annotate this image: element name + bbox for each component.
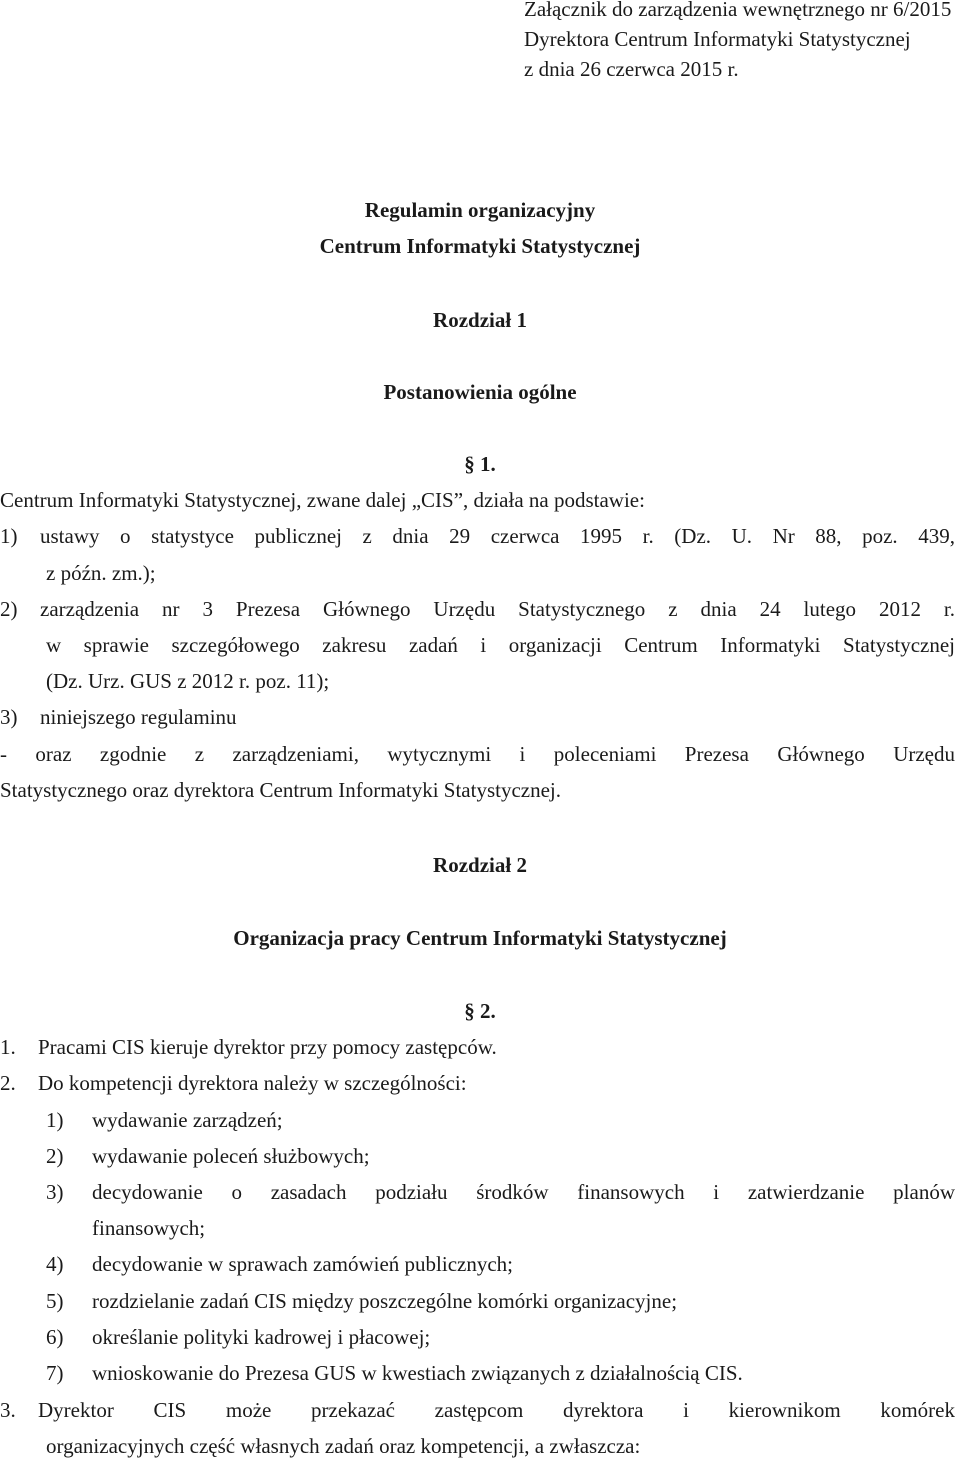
competence-item-5	[46, 1288, 677, 1315]
item-text: określanie polityki kadrowej i płacowej;	[92, 1325, 431, 1349]
paragraph-2-point-3	[0, 1397, 955, 1424]
point-number: 2.	[0, 1071, 16, 1095]
item-number: 5)	[46, 1289, 64, 1313]
paragraph-2-point-1	[0, 1034, 497, 1061]
competence-item-2	[46, 1143, 370, 1170]
paragraph-2-point-2	[0, 1070, 467, 1097]
point-text: Dyrektor CIS może przekazać zastępcom dyrektora i kierownikom komórek	[38, 1398, 955, 1422]
attachment-header-line-2: Dyrektora Centrum Informatyki Statystycznej	[524, 27, 911, 51]
paragraph-1-sign: § 1.	[464, 452, 496, 476]
item-text: wydawanie zarządzeń;	[92, 1108, 283, 1132]
attachment-header-line-3: z dnia 26 czerwca 2015 r.	[524, 57, 739, 81]
item-number: 1)	[46, 1108, 64, 1132]
paragraph-1-item-1	[0, 523, 955, 550]
item-number: 2)	[0, 597, 18, 621]
paragraph-1-closing-line-1: - oraz zgodnie z zarządzeniami, wytycznymi i poleceniami Prezesa Głównego Urzędu	[0, 742, 955, 766]
paragraph-1-item-3	[0, 704, 237, 731]
chapter-1-subheading: Postanowienia ogólne	[383, 380, 577, 404]
paragraph-1-item-2	[0, 596, 955, 623]
paragraph-1-item-2-cont: w sprawie szczegółowego zakresu zadań i organizacji Centrum Informatyki Statystycznej	[46, 633, 955, 657]
item-text: wydawanie poleceń służbowych;	[92, 1144, 370, 1168]
competence-item-7	[46, 1360, 743, 1387]
competence-item-6	[46, 1324, 430, 1351]
item-text: zarządzenia nr 3 Prezesa Głównego Urzędu Statystycznego z dnia 24 lutego 2012 r.	[40, 597, 955, 621]
competence-item-4	[46, 1251, 513, 1278]
competence-item-3	[46, 1179, 955, 1206]
competence-item-3-cont: finansowych;	[92, 1216, 206, 1240]
point-number: 3.	[0, 1398, 16, 1422]
item-text: rozdzielanie zadań CIS między poszczególne komórki organizacyjne;	[92, 1289, 678, 1313]
item-text: wnioskowanie do Prezesa GUS w kwestiach związanych z działalnością CIS.	[92, 1361, 743, 1385]
item-number: 3)	[46, 1180, 64, 1204]
item-number: 7)	[46, 1361, 64, 1385]
item-number: 3)	[0, 705, 18, 729]
point-text: Do kompetencji dyrektora należy w szczególności:	[38, 1071, 467, 1095]
paragraph-2-point-3-cont: organizacyjnych część własnych zadań oraz kompetencji, a zwłaszcza:	[46, 1434, 641, 1458]
attachment-header-line-1: Załącznik do zarządzenia wewnętrznego nr 6/2015	[524, 0, 952, 21]
point-text: Pracami CIS kieruje dyrektor przy pomocy zastępców.	[38, 1035, 497, 1059]
paragraph-1-item-1-cont: z późn. zm.);	[46, 561, 156, 585]
chapter-2-subheading: Organizacja pracy Centrum Informatyki Statystycznej	[233, 926, 727, 950]
paragraph-2-sign: § 2.	[464, 999, 496, 1023]
paragraph-1-item-2-cont-2: (Dz. Urz. GUS z 2012 r. poz. 11);	[46, 669, 330, 693]
item-number: 2)	[46, 1144, 64, 1168]
item-number: 4)	[46, 1252, 64, 1276]
document-title-line-2: Centrum Informatyki Statystycznej	[319, 234, 641, 258]
item-text: ustawy o statystyce publicznej z dnia 29 czerwca 1995 r. (Dz. U. Nr 88, poz. 439,	[40, 524, 955, 548]
item-text: decydowanie o zasadach podziału środków finansowych i zatwierdzanie planów	[92, 1180, 955, 1204]
item-text: niniejszego regulaminu	[40, 705, 237, 729]
item-text: decydowanie w sprawach zamówień publicznych;	[92, 1252, 514, 1276]
chapter-1-heading: Rozdział 1	[433, 308, 527, 332]
item-number: 6)	[46, 1325, 64, 1349]
document-title-line-1: Regulamin organizacyjny	[364, 198, 596, 222]
point-number: 1.	[0, 1035, 16, 1059]
paragraph-1-intro: Centrum Informatyki Statystycznej, zwane dalej „CIS”, działa na podstawie:	[0, 488, 645, 512]
item-number: 1)	[0, 524, 18, 548]
paragraph-1-closing-line-2: Statystycznego oraz dyrektora Centrum Informatyki Statystycznej.	[0, 778, 562, 802]
competence-item-1	[46, 1107, 283, 1134]
chapter-2-heading: Rozdział 2	[433, 853, 527, 877]
